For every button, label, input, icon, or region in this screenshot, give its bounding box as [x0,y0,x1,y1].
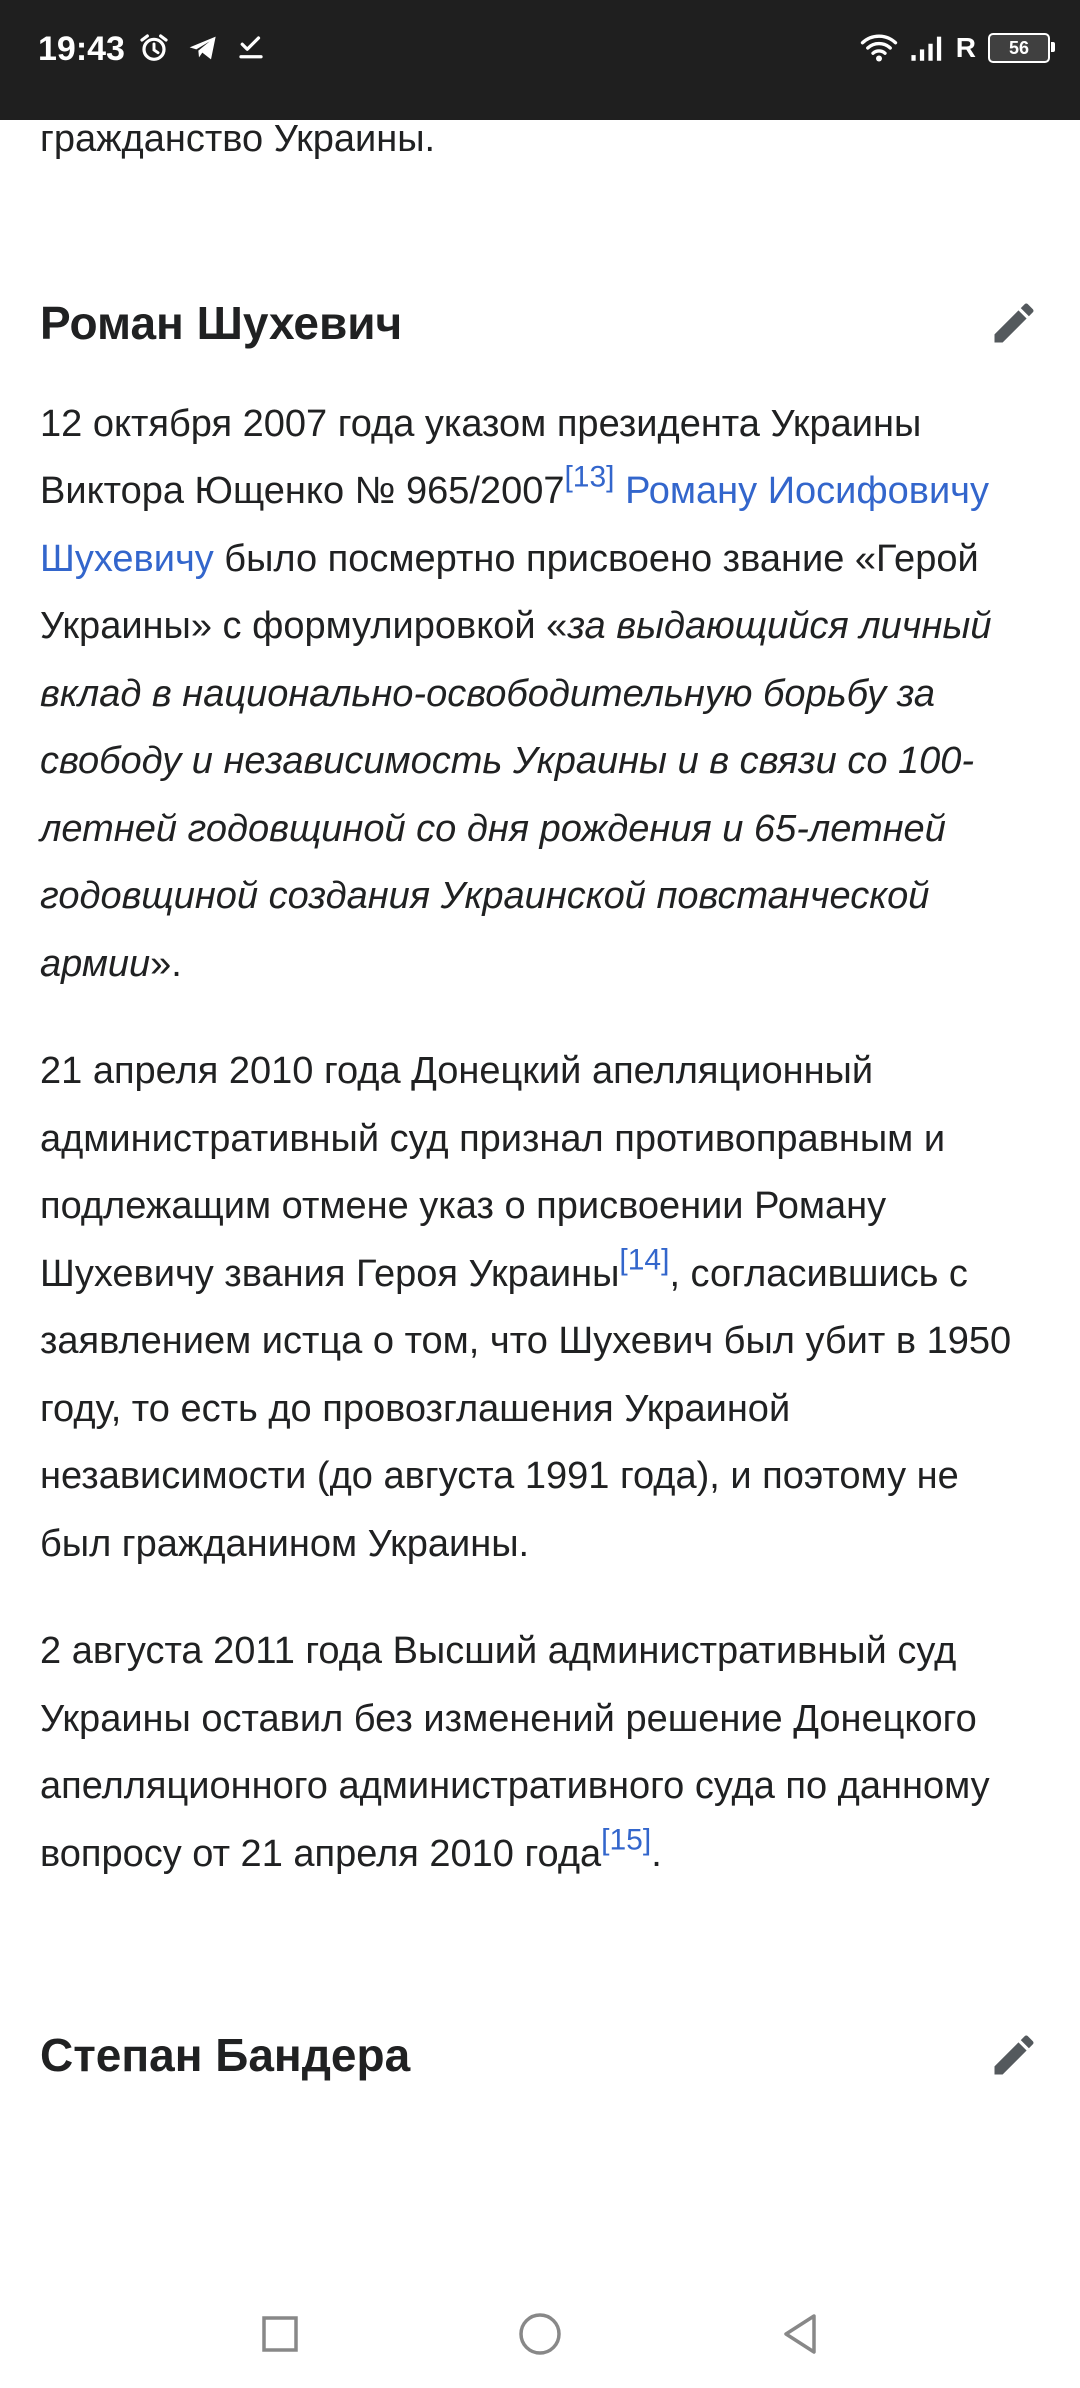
system-icons [860,32,1050,64]
link-roman-shukhevych[interactable]: Роману Иосифовичу Шухевичу [40,470,989,580]
paragraph-court-2011: 2 августа 2011 года Высший административный суд Украины оставил без изменений решение Донецкого апелляционного административного суда по данному вопросу от 21 апреля 2010 года[15]. [40,1630,990,1875]
section-heading-bandera [40,2020,1040,2090]
roaming-indicator: R [955,32,976,63]
section-title: Роман Шухевич [40,296,403,349]
status-time: 19:43 [38,30,125,68]
notification-icons [138,32,266,64]
paragraph-court-2010: 21 апреля 2010 года Донецкий апелляционный административный суд признал противоправным и подлежащим отмене указ о присвоении Роману Шухевичу звания Героя Украины[14], согласившись с заявлением истца о том, что Шухевич был убит в 1950 году, то есть до провозглашения Украиной независимости (до августа 1991 года), и поэтому не был гражданином Украины. [40,1050,1012,1565]
recent-apps-square-icon[interactable] [256,2310,304,2358]
edit-pencil-icon[interactable] [988,297,1040,349]
signal-icon [910,33,944,63]
back-triangle-icon[interactable] [776,2310,824,2358]
section-title: Степан Бандера [40,2029,411,2081]
telegram-icon [186,32,220,64]
lead-paragraph: гражданство Украины. [40,120,436,160]
section-heading-shukhevych [40,288,1040,358]
reference-13[interactable]: [13] [564,460,615,494]
system-navigation-bar [0,2280,1080,2388]
alarm-icon [138,32,170,64]
award-quote: за выдающийся личный вклад в национально-освободительную борьбу за свободу и независимость Украины и в связи со 100-летней годовщиной со дня рождения и 65-летней годовщиной создания Украинской повстанческой армии [40,605,992,985]
edit-pencil-icon[interactable] [988,2029,1040,2081]
home-circle-icon[interactable] [516,2310,564,2358]
wifi-icon [860,33,898,63]
battery-icon [988,33,1050,63]
reference-15[interactable]: [15] [601,1823,652,1856]
reference-14[interactable]: [14] [619,1243,670,1276]
article-content [0,120,1080,2280]
check-download-icon [236,32,266,64]
paragraph-award: 12 октября 2007 года указом президента Украины Виктора Ющенко № 965/2007[13] Роману Иосифовичу Шухевичу было посмертно присвоено звание «Герой Украины» с формулировкой «за выдающийся личный вклад в национально-освободительную борьбу за свободу и независимость Украины и в связи со 100-летней годовщиной со дня рождения и 65-летней годовщиной создания Украинской повстанческой армии». [40,402,992,985]
status-bar [0,0,1080,120]
battery-level: 56 [1008,37,1030,58]
